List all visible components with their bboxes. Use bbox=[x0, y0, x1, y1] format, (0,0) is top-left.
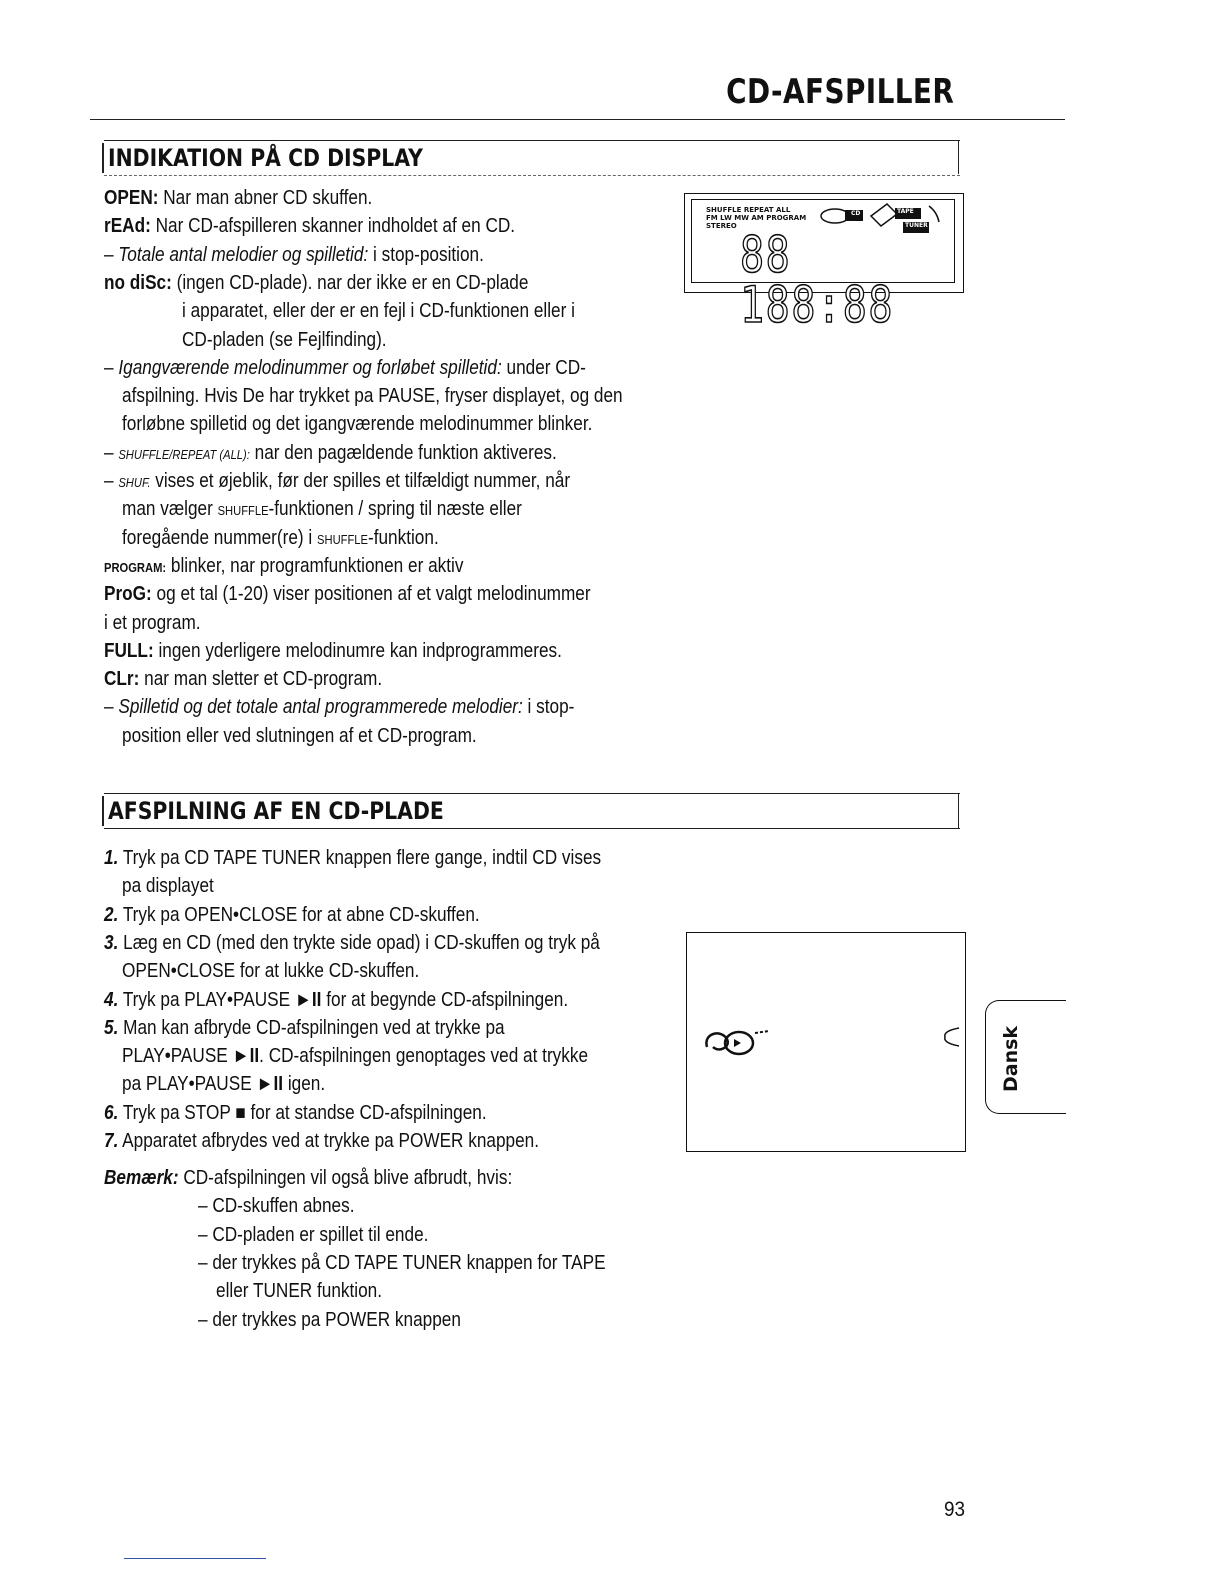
note-item: – CD-pladen er spillet til ende. bbox=[198, 1223, 429, 1246]
section-heading-end-2 bbox=[958, 793, 959, 829]
afspilning-step-text: Tryk pa OPEN•CLOSE for at abne CD-skuffen. bbox=[118, 903, 480, 926]
afspilning-step-text: ►II bbox=[294, 988, 322, 1011]
indikation-line bbox=[122, 495, 522, 526]
indikation-text: OPEN: bbox=[104, 187, 159, 209]
indikation-line bbox=[104, 354, 586, 383]
indikation-line bbox=[104, 552, 463, 583]
indikation-line bbox=[122, 722, 477, 751]
page-number: 93 bbox=[944, 1498, 966, 1521]
page-title: CD-AFSPILLER bbox=[725, 72, 954, 112]
indikation-text: og et tal (1-20) viser positionen af et valgt melodinummer bbox=[151, 583, 591, 606]
indikation-line bbox=[104, 637, 562, 666]
afspilning-step-text: pa displayet bbox=[122, 875, 214, 898]
language-tab-label: Dansk bbox=[1000, 1025, 1022, 1092]
display-indicator-shuffle-repeat: SHUFFLE REPEAT ALL bbox=[706, 206, 791, 214]
indikation-text: no diSc: bbox=[104, 271, 172, 294]
afspilning-step-text: Man kan afbryde CD-afspilningen ved at trykke pa bbox=[118, 1016, 505, 1039]
indikation-text: CD-pladen (se Fejlfinding). bbox=[182, 328, 387, 351]
indikation-text: man vælger bbox=[122, 498, 218, 521]
section-heading-afspilning: AFSPILNING AF EN CD-PLADE bbox=[108, 797, 444, 825]
afspilning-step-text: ■ bbox=[235, 1101, 246, 1124]
section-heading-under-2 bbox=[104, 828, 960, 829]
indikation-text: SHUFFLE bbox=[317, 531, 368, 547]
indikation-text: rEAd: bbox=[104, 215, 151, 238]
tray-slot-icon bbox=[939, 1025, 961, 1049]
indikation-line bbox=[104, 212, 515, 241]
indikation-line bbox=[122, 382, 623, 411]
footer-rule bbox=[124, 1558, 266, 1559]
afspilning-step-line bbox=[104, 844, 601, 873]
indikation-text: i et program. bbox=[104, 611, 201, 634]
note-label: Bemærk: bbox=[104, 1167, 179, 1189]
indikation-line bbox=[104, 580, 591, 609]
indikation-text: nar den pagældende funktion aktiveres. bbox=[249, 441, 557, 464]
afspilning-step-line bbox=[104, 1099, 487, 1128]
indikation-text: PROGRAM: bbox=[104, 559, 167, 575]
indikation-text: afspilning. Hvis De har trykket pa PAUSE, fryser displayet, og den bbox=[122, 385, 623, 408]
indikation-line bbox=[104, 184, 372, 213]
language-tab bbox=[985, 1000, 1066, 1114]
afspilning-step-text: Tryk pa PLAY•PAUSE bbox=[118, 988, 295, 1011]
cd-display-illustration bbox=[684, 193, 964, 334]
afspilning-step-text: 7. bbox=[104, 1130, 119, 1152]
indikation-text: – bbox=[104, 243, 119, 266]
afspilning-step-text: pa PLAY•PAUSE bbox=[122, 1073, 257, 1096]
indikation-text: nar man sletter et CD-program. bbox=[139, 668, 383, 691]
display-digits: 88 188:88 bbox=[740, 226, 895, 334]
afspilning-step-line bbox=[104, 901, 480, 930]
afspilning-step-text: for at begynde CD-afspilningen. bbox=[321, 988, 569, 1011]
indikation-text: SHUFFLE bbox=[217, 503, 269, 519]
afspilning-step-text: Læg en CD (med den trykte side opad) i CD-skuffen og tryk på bbox=[118, 931, 600, 954]
note-item: – CD-skuffen abnes. bbox=[198, 1195, 355, 1218]
section-heading-bar-2 bbox=[102, 796, 104, 826]
indikation-text: i apparatet, eller der er en fejl i CD-funktionen eller i bbox=[182, 300, 575, 323]
display-tuner-label: TUNER bbox=[905, 222, 928, 229]
section-heading-rule-2 bbox=[104, 793, 960, 794]
afspilning-step-text: ►II bbox=[256, 1073, 284, 1096]
afspilning-step-text: PLAY•PAUSE bbox=[122, 1045, 233, 1068]
display-cd-label: CD bbox=[851, 210, 861, 217]
note-item: – der trykkes på CD TAPE TUNER knappen for TAPE bbox=[198, 1251, 606, 1274]
afspilning-step-text: 2. bbox=[104, 903, 119, 926]
indikation-text: CLr: bbox=[104, 668, 140, 691]
afspilning-step-text: Tryk pa CD TAPE TUNER knappen flere gange, indtil CD vises bbox=[118, 847, 602, 869]
indikation-text: foregående nummer(re) i bbox=[122, 526, 318, 549]
indikation-line bbox=[122, 410, 592, 439]
afspilning-step-text: . CD-afspilningen genoptages ved at trykke bbox=[259, 1045, 589, 1068]
indikation-line bbox=[182, 297, 575, 326]
cd-player-illustration bbox=[686, 932, 966, 1152]
afspilning-step-line bbox=[122, 872, 214, 901]
indikation-line bbox=[104, 269, 528, 298]
afspilning-step-text: Tryk pa STOP bbox=[118, 1101, 236, 1124]
section-body-afspilning bbox=[104, 844, 674, 1164]
indikation-text: Igangværende melodinummer og forløbet spilletid: bbox=[118, 356, 502, 379]
afspilning-step-text: OPEN•CLOSE for at lukke CD-skuffen. bbox=[122, 960, 420, 983]
afspilning-step-text: igen. bbox=[283, 1073, 326, 1096]
indikation-line bbox=[104, 665, 382, 694]
header-rule bbox=[90, 119, 1065, 120]
indikation-line bbox=[122, 524, 439, 555]
indikation-text: position eller ved slutningen af et CD-program. bbox=[122, 724, 477, 747]
afspilning-step-text: 5. bbox=[104, 1016, 119, 1039]
indikation-line bbox=[104, 693, 574, 722]
indikation-text: – bbox=[104, 470, 119, 492]
cd-display-panel bbox=[691, 199, 955, 334]
section-heading-bar bbox=[102, 143, 104, 173]
indikation-line bbox=[182, 326, 387, 355]
afspilning-step-line bbox=[104, 1014, 505, 1043]
afspilning-step-text: 4. bbox=[104, 988, 119, 1011]
indikation-text: Nar CD-afspilleren skanner indholdet af en CD. bbox=[150, 215, 516, 238]
indikation-text: – bbox=[104, 441, 119, 464]
indikation-text: blinker, nar programfunktionen er aktiv bbox=[166, 554, 464, 577]
indikation-text: FULL: bbox=[104, 639, 154, 662]
indikation-text: Totale antal melodier og spilletid: bbox=[118, 243, 369, 266]
afspilning-step-text: ►II bbox=[232, 1045, 260, 1068]
indikation-text: SHUFFLE/REPEAT (ALL): bbox=[118, 446, 250, 462]
indikation-line bbox=[104, 609, 201, 638]
indikation-text: – bbox=[104, 356, 119, 379]
note-text: CD-afspilningen vil også blive afbrudt, hvis: bbox=[178, 1167, 513, 1189]
indikation-text: forløbne spilletid og det igangværende melodinummer blinker. bbox=[122, 413, 593, 436]
indikation-text: under CD- bbox=[501, 356, 586, 379]
note-item: – der trykkes pa POWER knappen bbox=[198, 1308, 461, 1331]
indikation-text: -funktion. bbox=[367, 526, 439, 549]
afspilning-step-line bbox=[122, 1070, 325, 1099]
indikation-text: ingen yderligere melodinumre kan indprogrammeres. bbox=[153, 639, 562, 662]
indikation-line bbox=[104, 241, 484, 270]
section-heading-rule bbox=[104, 140, 960, 141]
indikation-text: (ingen CD-plade). nar der ikke er en CD-plade bbox=[171, 271, 529, 294]
section-heading-indikation: INDIKATION PÅ CD DISPLAY bbox=[108, 144, 423, 172]
afspilning-step-text: 6. bbox=[104, 1101, 119, 1124]
indikation-text: ProG: bbox=[104, 583, 152, 606]
note-heading bbox=[104, 1164, 512, 1193]
note-item: eller TUNER funktion. bbox=[216, 1280, 383, 1303]
afspilning-step-line bbox=[122, 957, 419, 986]
indikation-text: Spilletid og det totale antal programmerede melodier: bbox=[118, 696, 523, 719]
afspilning-step-line bbox=[104, 929, 600, 958]
indikation-line bbox=[104, 439, 557, 470]
afspilning-step-text: 3. bbox=[104, 931, 119, 954]
display-indicator-stereo: STEREO bbox=[706, 222, 737, 230]
play-pause-button-icon bbox=[701, 1025, 781, 1065]
afspilning-step-text: 1. bbox=[104, 847, 119, 869]
section-heading-under bbox=[104, 175, 960, 176]
afspilning-step-line bbox=[122, 1042, 588, 1071]
indikation-text: vises et øjeblik, før der spilles et tilfældigt nummer, når bbox=[150, 470, 571, 492]
indikation-text: i stop- bbox=[522, 696, 575, 719]
section-body-indikation bbox=[104, 184, 674, 764]
indikation-text: SHUF. bbox=[118, 475, 151, 490]
display-tape-label: TAPE bbox=[897, 208, 914, 215]
indikation-line bbox=[104, 467, 570, 498]
display-indicator-bands: FM LW MW AM PROGRAM bbox=[706, 214, 807, 222]
indikation-text: i stop-position. bbox=[368, 243, 484, 266]
indikation-text: Nar man abner CD skuffen. bbox=[158, 187, 373, 209]
indikation-text: – bbox=[104, 696, 119, 719]
note-block bbox=[104, 1164, 674, 1344]
afspilning-step-line bbox=[104, 986, 568, 1015]
afspilning-step-line bbox=[104, 1127, 539, 1156]
afspilning-step-text: Apparatet afbrydes ved at trykke pa POWER knappen. bbox=[118, 1130, 540, 1152]
indikation-text: -funktionen / spring til næste eller bbox=[268, 498, 522, 521]
section-heading-end bbox=[958, 140, 959, 174]
afspilning-step-text: for at standse CD-afspilningen. bbox=[245, 1101, 487, 1124]
